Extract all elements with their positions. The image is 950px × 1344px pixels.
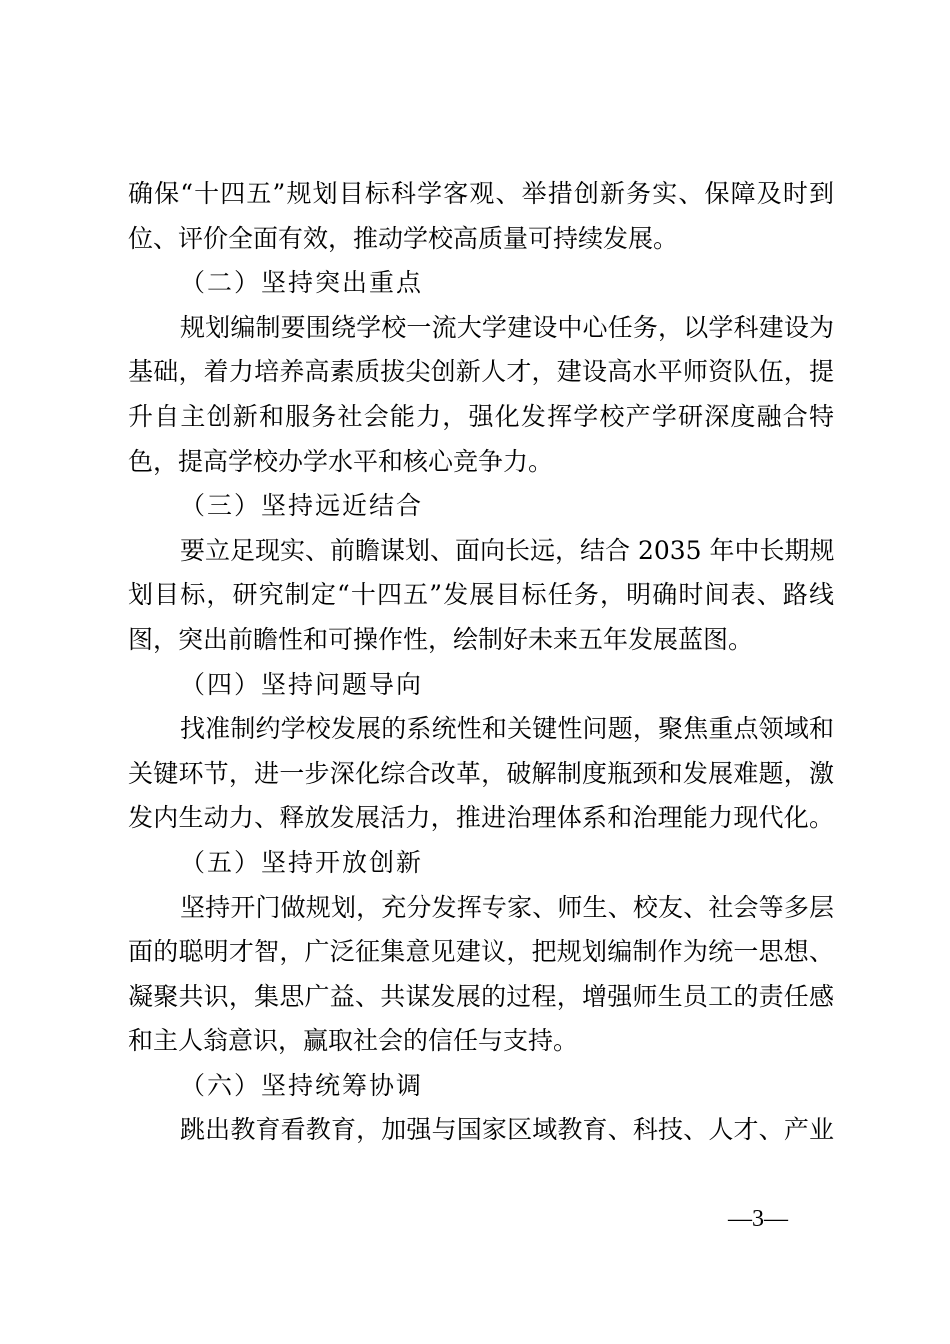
- body-line: 色，提高学校办学水平和核心竞争力。: [128, 446, 554, 476]
- document-page: [128, 172, 834, 1153]
- body-line: 基础，着力培养高素质拔尖创新人才，建设高水平师资队伍，提: [128, 357, 834, 387]
- body-line: 位、评价全面有效，推动学校高质量可持续发展。: [128, 223, 679, 253]
- body-line: 凝聚共识，集思广益、共谋发展的过程，增强师生员工的责任感: [128, 981, 834, 1011]
- body-line: 跳出教育看教育，加强与国家区域教育、科技、人才、产业: [180, 1115, 834, 1145]
- body-line: 要立足现实、前瞻谋划、面向长远，结合 2035 年中长期规: [180, 535, 835, 565]
- body-line: 找准制约学校发展的系统性和关键性问题，聚焦重点领域和: [180, 714, 834, 744]
- section-heading: （五）坚持开放创新: [180, 847, 424, 877]
- body-line: 规划编制要围绕学校一流大学建设中心任务，以学科建设为: [180, 312, 834, 342]
- section-heading: （二）坚持突出重点: [180, 268, 424, 298]
- section-heading: （六）坚持统筹协调: [180, 1070, 424, 1100]
- body-line: 关键环节，进一步深化综合改革，破解制度瓶颈和发展难题，激: [128, 758, 834, 788]
- body-line: 确保“十四五”规划目标科学客观、举措创新务实、保障及时到: [128, 179, 834, 208]
- page-number: —3—: [728, 1206, 788, 1232]
- body-line: 升自主创新和服务社会能力，强化发挥学校产学研深度融合特: [128, 401, 834, 431]
- body-line: 坚持开门做规划，充分发挥专家、师生、校友、社会等多层: [180, 892, 834, 922]
- body-line: 图，突出前瞻性和可操作性，绘制好未来五年发展蓝图。: [128, 624, 754, 654]
- section-heading: （三）坚持远近结合: [180, 491, 424, 521]
- body-line: 划目标，研究制定“十四五”发展目标任务，明确时间表、路线: [128, 580, 834, 610]
- body-line: 发内生动力、释放发展活力，推进治理体系和治理能力现代化。: [128, 803, 834, 833]
- section-heading: （四）坚持问题导向: [180, 669, 424, 699]
- body-line: 和主人翁意识，赢取社会的信任与支持。: [128, 1026, 579, 1056]
- body-line: 面的聪明才智，广泛征集意见建议，把规划编制作为统一思想、: [128, 937, 834, 967]
